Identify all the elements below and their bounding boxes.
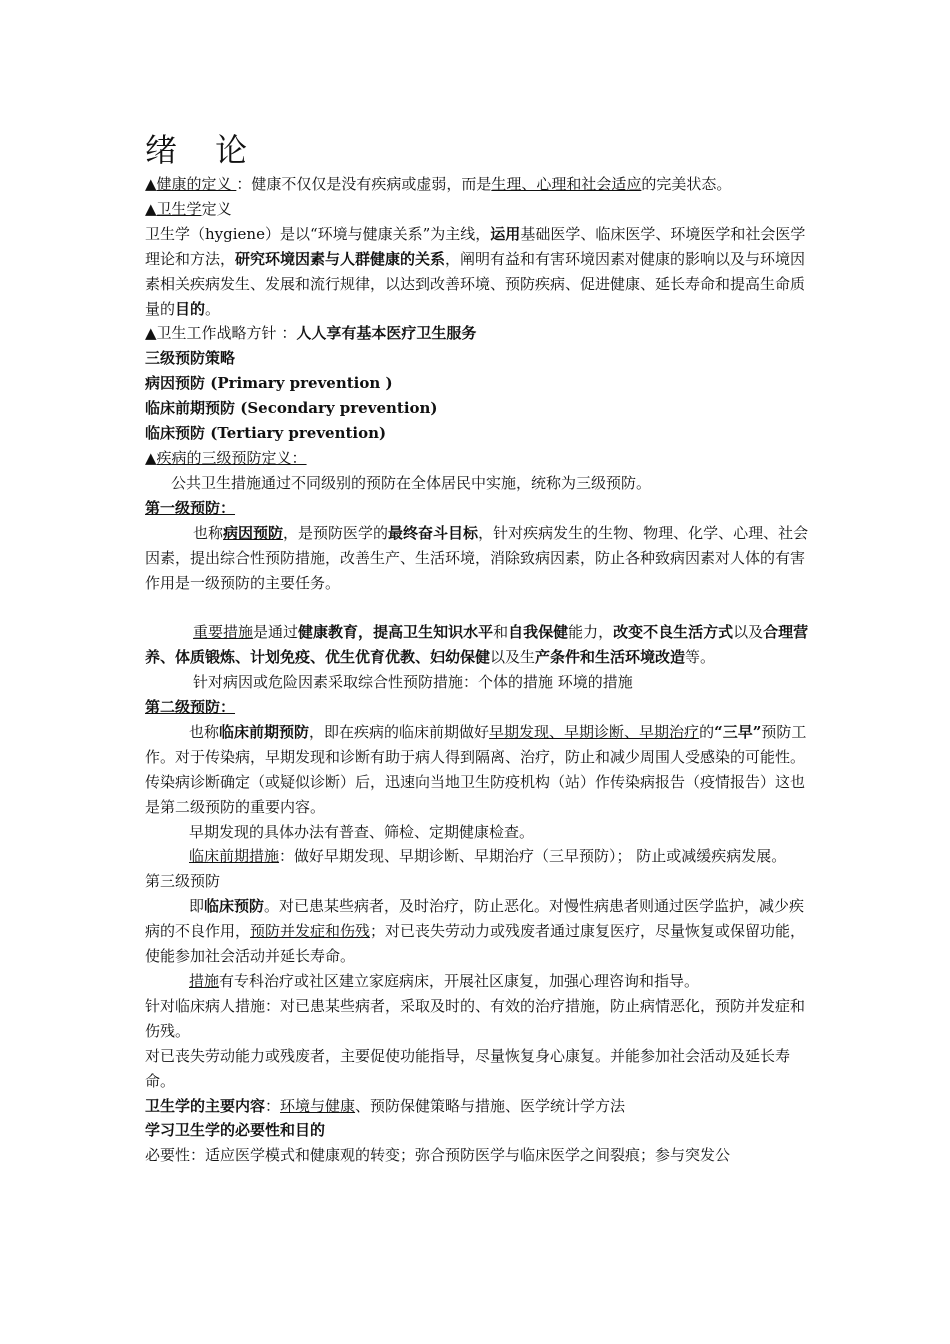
three-level-heading: 三级预防策略	[145, 349, 236, 368]
second-level-measures: 临床前期措施：做好早期发现、早期诊断、早期治疗（三早预防）； 防止或减缓疾病发展。	[189, 847, 787, 866]
first-level-text: 也称病因预防，是预防医学的最终奋斗目标，针对疾病发生的生物、物理、化学、心理、社会因素，提出综合性预防措施，改善生产、生活环境，消除致病因素，防止各种致病因素对人体的有害作用是一级预防的主要任务。	[145, 523, 809, 592]
first-level-heading: 第一级预防：	[145, 498, 236, 517]
hygiene-definition-heading: ▲卫生学定义	[145, 199, 232, 218]
three-level-definition-heading: ▲疾病的三级预防定义：	[145, 448, 307, 467]
second-level-heading: 第二级预防：	[145, 698, 236, 717]
health-definition: ▲健康的定义 ：健康不仅仅是没有疾病或虚弱，而是生理、心理和社会适应的完美状态。	[145, 175, 732, 193]
third-level-text: 即临床预防。对已患某些病者，及时治疗，防止恶化。对慢性病患者则通过医学监护，减少疾病的不良作用，预防并发症和伤残；对已丧失劳动力或残废者通过康复医疗，尽量恢复或保留功能，使能参加社会活动并延长寿命。	[145, 897, 806, 966]
purpose-heading: 学习卫生学的必要性和目的	[145, 1121, 326, 1140]
early-detection-methods: 早期发现的具体办法有普查、筛检、定期健康检查。	[189, 822, 535, 841]
third-level-measures: 措施有专科治疗或社区建立家庭病床，开展社区康复，加强心理咨询和指导。	[189, 971, 700, 990]
disabled-measures: 对已丧失劳动能力或残废者，主要促使功能指导，尽量恢复身心康复。并能参加社会活动及延长寿命。	[145, 1046, 791, 1090]
three-level-definition-text: 公共卫生措施通过不同级别的预防在全体居民中实施，统称为三级预防。	[171, 473, 652, 492]
third-level-heading: 第三级预防	[145, 872, 221, 891]
clinical-patient-measures: 针对临床病人措施：对已患某些病者，采取及时的、有效的治疗措施，防止病情恶化，预防并发症和伤残。	[145, 996, 806, 1040]
main-content: 卫生学的主要内容：环境与健康、预防保健策略与措施、医学统计学方法	[145, 1096, 626, 1115]
secondary-prevention: 临床前期预防 (Secondary prevention)	[145, 399, 438, 418]
first-level-measures: 重要措施是通过健康教育，提高卫生知识水平和自我保健能力，改变不良生活方式以及合理营养、体质锻炼、计划免疫、优生优育优教、妇幼保健以及生产条件和生活环境改造等。	[145, 623, 809, 667]
hygiene-definition-text: 卫生学（hygiene）是以“环境与健康关系”为主线，运用基础医学、临床医学、环境医学和社会医学理论和方法，研究环境因素与人群健康的关系，阐明有益和有害环境因素对健康的影响以及与环境因素相关疾病发生、发展和流行规律，以达到改善环境、预防疾病、促进健康、延长寿命和提高生命质量的目的。	[145, 224, 806, 318]
second-level-text: 也称临床前期预防，即在疾病的临床前期做好早期发现、早期诊断、早期治疗的“三早”预防工作。对于传染病，早期发现和诊断有助于病人得到隔离、治疗，防止和减少周围人受感染的可能性。传染病诊断确定（或疑似诊断）后，迅速向当地卫生防疫机构（站）作传染病报告（疫情报告）这也是第二级预防的重要内容。	[145, 722, 807, 816]
document-title: 绪 论	[145, 131, 262, 169]
tertiary-prevention: 临床预防 (Tertiary prevention)	[145, 424, 387, 443]
first-level-target: 针对病因或危险因素采取综合性预防措施：个体的措施 环境的措施	[193, 673, 633, 692]
necessity-text: 必要性：适应医学模式和健康观的转变；弥合预防医学与临床医学之间裂痕；参与突发公	[145, 1146, 731, 1165]
strategy-policy: ▲卫生工作战略方针 ：人人享有基本医疗卫生服务	[145, 324, 477, 343]
document-page	[145, 130, 810, 1168]
blank-line	[145, 595, 810, 620]
primary-prevention: 病因预防 (Primary prevention )	[145, 374, 393, 393]
